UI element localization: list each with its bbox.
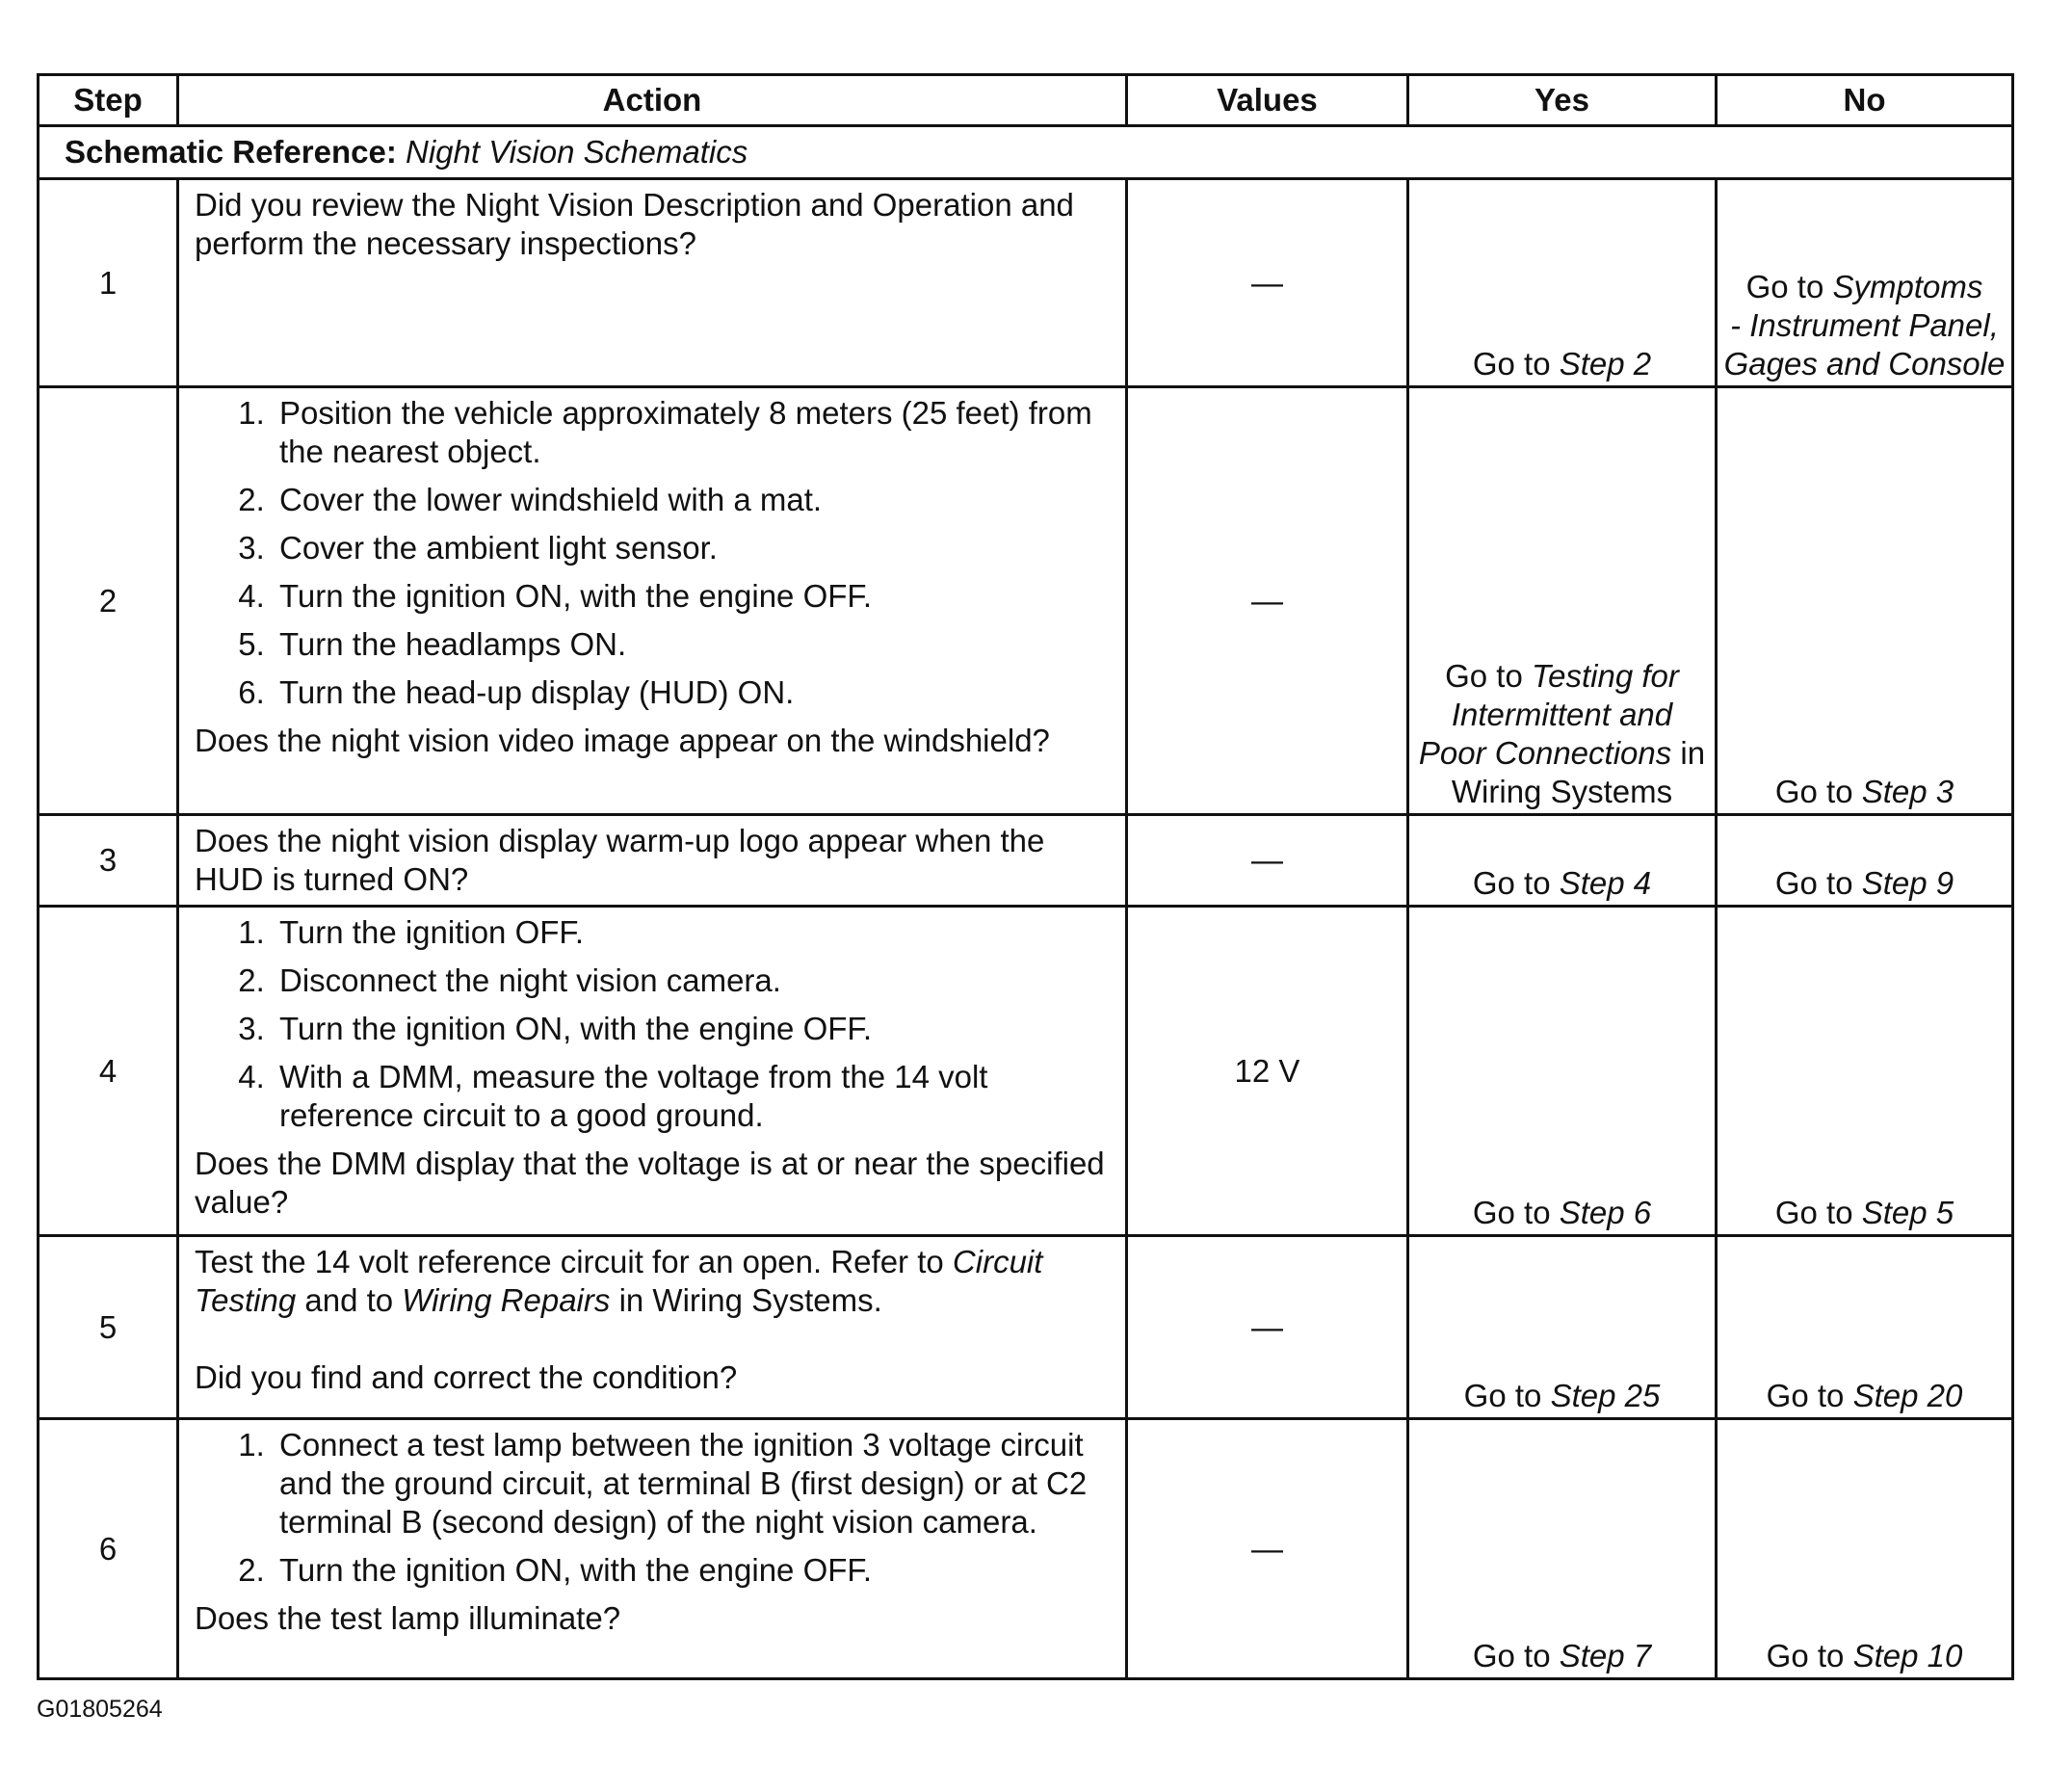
procedure-step: 3. Turn the ignition ON, with the engine OFF. bbox=[274, 1010, 1108, 1048]
no-cell bbox=[1717, 179, 2013, 387]
table-row bbox=[39, 387, 2013, 815]
procedure-list bbox=[195, 1426, 1108, 1590]
header-row bbox=[39, 75, 2013, 126]
procedure-step: 4. With a DMM, measure the voltage from the 14 volt reference circuit to a good ground. bbox=[274, 1058, 1108, 1135]
instruction-text: in Wiring Systems. bbox=[618, 1282, 882, 1318]
schematic-label: Schematic Reference: bbox=[65, 134, 397, 170]
action-question: Did you find and correct the condition? bbox=[195, 1359, 738, 1395]
action-cell bbox=[178, 815, 1127, 907]
procedure-step: 2. Disconnect the night vision camera. bbox=[274, 962, 1108, 1000]
goto-link[interactable]: Step 25 bbox=[1550, 1378, 1661, 1413]
step-number: 2 bbox=[39, 387, 178, 815]
figure-code: G01805264 bbox=[37, 1696, 163, 1723]
no-cell bbox=[1717, 815, 2013, 907]
goto-link[interactable]: Testing for Intermittent and Poor Connections bbox=[1418, 658, 1679, 771]
yes-cell bbox=[1408, 1419, 1717, 1679]
value-cell: — bbox=[1127, 1236, 1408, 1419]
no-cell bbox=[1717, 907, 2013, 1236]
goto-link[interactable]: Step 20 bbox=[1852, 1378, 1963, 1413]
schematic-reference bbox=[39, 126, 2013, 179]
yes-cell bbox=[1408, 907, 1717, 1236]
header-action: Action bbox=[178, 75, 1127, 126]
yes-cell bbox=[1408, 179, 1717, 387]
procedure-step: 2. Turn the ignition ON, with the engine OFF. bbox=[274, 1551, 1108, 1590]
action-question: Did you review the Night Vision Description and Operation and perform the necessary inspections? bbox=[195, 187, 1074, 261]
no-cell bbox=[1717, 1419, 2013, 1679]
step-number: 6 bbox=[39, 1419, 178, 1679]
table-row bbox=[39, 1236, 2013, 1419]
step-number: 1 bbox=[39, 179, 178, 387]
table-row bbox=[39, 815, 2013, 907]
procedure-step: 3. Cover the ambient light sensor. bbox=[274, 529, 1108, 567]
procedure-step: 5. Turn the headlamps ON. bbox=[274, 625, 1108, 664]
action-cell bbox=[178, 179, 1127, 387]
step-number: 3 bbox=[39, 815, 178, 907]
goto-prefix: Go to bbox=[1766, 1378, 1845, 1413]
goto-prefix: Go to bbox=[1766, 1638, 1845, 1673]
goto-prefix: Go to bbox=[1774, 865, 1853, 901]
value-cell: — bbox=[1127, 179, 1408, 387]
value-cell: 12 V bbox=[1127, 907, 1408, 1236]
action-cell bbox=[178, 1419, 1127, 1679]
action-cell bbox=[178, 907, 1127, 1236]
procedure-step: 1. Connect a test lamp between the ignition 3 voltage circuit and the ground circuit, at terminal B (first design) or at C2 terminal B (second design) of the night vision camera. bbox=[274, 1426, 1108, 1542]
circuit-testing-link[interactable]: Circuit Testing bbox=[195, 1244, 1043, 1318]
schematic-row bbox=[39, 126, 2013, 179]
action-question: Does the night vision display warm-up logo appear when the HUD is turned ON? bbox=[195, 823, 1045, 897]
procedure-step: 2. Cover the lower windshield with a mat. bbox=[274, 481, 1108, 519]
table-row bbox=[39, 907, 2013, 1236]
value-cell: — bbox=[1127, 1419, 1408, 1679]
goto-link[interactable]: - Instrument Panel, Gages and Console bbox=[1723, 307, 2006, 382]
value-cell: — bbox=[1127, 815, 1408, 907]
no-cell bbox=[1717, 1236, 2013, 1419]
yes-cell bbox=[1408, 1236, 1717, 1419]
goto-prefix: Go to bbox=[1472, 1638, 1551, 1673]
goto-link[interactable]: Step 9 bbox=[1861, 865, 1954, 901]
value-cell: — bbox=[1127, 387, 1408, 815]
table-row bbox=[39, 179, 2013, 387]
goto-prefix: Go to bbox=[1472, 1195, 1551, 1230]
no-cell bbox=[1717, 387, 2013, 815]
goto-suffix: in Wiring Systems bbox=[1451, 735, 1706, 809]
goto-link[interactable]: Symptoms bbox=[1832, 269, 1983, 304]
goto-link[interactable]: Step 6 bbox=[1559, 1195, 1652, 1230]
goto-link[interactable]: Step 3 bbox=[1861, 774, 1954, 809]
header-yes: Yes bbox=[1408, 75, 1717, 126]
action-instruction bbox=[195, 1243, 1108, 1320]
goto-prefix: Go to bbox=[1472, 865, 1551, 901]
goto-prefix: Go to bbox=[1774, 774, 1853, 809]
goto-prefix: Go to bbox=[1463, 1378, 1542, 1413]
step-number: 4 bbox=[39, 907, 178, 1236]
goto-prefix: Go to bbox=[1774, 1195, 1853, 1230]
yes-cell bbox=[1408, 387, 1717, 815]
header-no: No bbox=[1717, 75, 2013, 126]
goto-link[interactable]: Step 2 bbox=[1559, 346, 1652, 382]
procedure-step: 4. Turn the ignition ON, with the engine OFF. bbox=[274, 577, 1108, 616]
action-question: Does the test lamp illuminate? bbox=[195, 1600, 621, 1636]
instruction-text: Test the 14 volt reference circuit for an open. Refer to bbox=[195, 1244, 944, 1279]
step-number: 5 bbox=[39, 1236, 178, 1419]
goto-link[interactable]: Step 7 bbox=[1559, 1638, 1652, 1673]
goto-link[interactable]: Step 10 bbox=[1852, 1638, 1963, 1673]
goto-link[interactable]: Step 4 bbox=[1559, 865, 1652, 901]
header-step: Step bbox=[39, 75, 178, 126]
action-question: Does the DMM display that the voltage is at or near the specified value? bbox=[195, 1146, 1105, 1220]
goto-prefix: Go to bbox=[1745, 269, 1824, 304]
procedure-step: 1. Turn the ignition OFF. bbox=[274, 913, 1108, 952]
procedure-list bbox=[195, 913, 1108, 1135]
goto-prefix: Go to bbox=[1445, 658, 1523, 694]
instruction-text: and to bbox=[304, 1282, 394, 1318]
action-cell bbox=[178, 1236, 1127, 1419]
table-row bbox=[39, 1419, 2013, 1679]
goto-link[interactable]: Step 5 bbox=[1861, 1195, 1954, 1230]
yes-cell bbox=[1408, 815, 1717, 907]
procedure-step: 1. Position the vehicle approximately 8 meters (25 feet) from the nearest object. bbox=[274, 394, 1108, 471]
diagnostic-table bbox=[37, 73, 2014, 1680]
procedure-list bbox=[195, 394, 1108, 712]
header-values: Values bbox=[1127, 75, 1408, 126]
goto-prefix: Go to bbox=[1472, 346, 1551, 382]
action-cell bbox=[178, 387, 1127, 815]
procedure-step: 6. Turn the head-up display (HUD) ON. bbox=[274, 673, 1108, 712]
schematic-link[interactable]: Night Vision Schematics bbox=[406, 134, 748, 170]
action-question: Does the night vision video image appear on the windshield? bbox=[195, 723, 1050, 758]
wiring-repairs-link[interactable]: Wiring Repairs bbox=[402, 1282, 611, 1318]
